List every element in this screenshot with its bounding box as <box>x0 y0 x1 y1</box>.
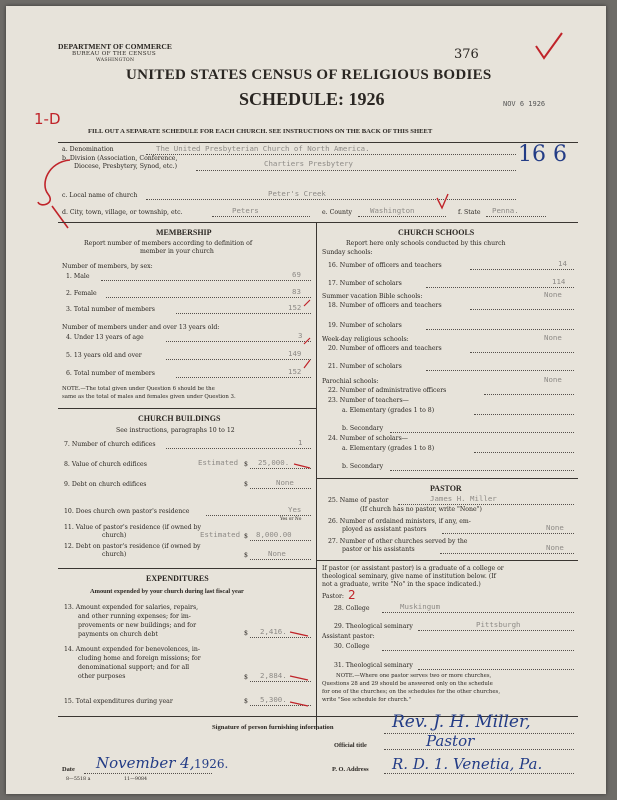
graduate-note: If pastor (or assistant pastor) is a graduate of a college or <box>322 565 504 572</box>
red-check-icon <box>532 30 566 64</box>
schools-intro: Report here only schools conducted by this church <box>346 240 506 247</box>
pastor-sub-label: Pastor: <box>322 593 345 600</box>
official-title-label: Official title <box>334 742 367 749</box>
q13-label: 13. Amount expended for salaries, repairs, <box>64 604 199 611</box>
q24b-label: b. Secondary <box>342 463 384 470</box>
q10-label: 10. Does church own pastor's residence <box>64 508 190 515</box>
q23-label: 23. Number of teachers— <box>328 397 409 404</box>
q16-label: 16. Number of officers and teachers <box>328 262 442 269</box>
instruction-line: FILL OUT A SEPARATE SCHEDULE FOR EACH CHURCH. SEE INSTRUCTIONS ON THE BACK OF THIS SHEET <box>88 128 433 135</box>
q4-label: 4. Under 13 years of age <box>66 334 144 341</box>
red-tick-icon <box>434 192 452 212</box>
q14-label: 14. Amount expended for benevolences, in- <box>64 646 200 653</box>
assistant-label: Assistant pastor: <box>322 633 375 640</box>
sunday-label: Sunday schools: <box>322 249 373 256</box>
q27-value: None <box>546 543 564 552</box>
expenditures-intro: Amount expended by your church during last fiscal year <box>90 588 244 595</box>
print-number: 11—9084 <box>124 777 148 782</box>
q26-value: None <box>546 523 564 532</box>
q4-value: 3 <box>298 331 303 340</box>
q31-label: 31. Theological seminary <box>334 662 413 669</box>
pastor-note: NOTE.—Where one pastor serves two or more churches, <box>336 673 492 679</box>
bureau-label: BUREAU OF THE CENSUS <box>72 51 157 57</box>
red-mark: 2 <box>348 588 356 602</box>
signature-value: Rev. J. H. Miller, <box>392 712 531 732</box>
schedule-number: 376 <box>454 47 479 62</box>
city-town-value: Peters <box>232 206 259 215</box>
state-label: f. State <box>458 209 481 216</box>
q27-label-2: pastor or his assistants <box>342 546 415 553</box>
q8-label: 8. Value of church edifices <box>64 461 147 468</box>
address-value: R. D. 1. Venetia, Pa. <box>392 755 543 773</box>
division-label-2: Diocese, Presbytery, Synod, etc.) <box>74 163 178 170</box>
q17-label: 17. Number of scholars <box>328 280 402 287</box>
county-label: e. County <box>322 209 353 216</box>
q28-label: 28. College <box>334 605 370 612</box>
address-label: P. O. Address <box>332 766 369 773</box>
by-sex-label: Number of members, by sex: <box>62 263 153 270</box>
q5-label: 5. 13 years old and over <box>66 352 142 359</box>
q29-label: 29. Theological seminary <box>334 623 413 630</box>
expenditures-heading: EXPENDITURES <box>146 574 209 583</box>
form-number: 8—5518 a <box>66 777 91 782</box>
received-date-stamp: NOV 6 1926 <box>503 100 546 108</box>
q20-label: 20. Number of officers and teachers <box>328 345 442 352</box>
q22-label: 22. Number of administrative officers <box>328 387 447 394</box>
yes-no-hint: Yes or No <box>280 517 302 522</box>
form-title: UNITED STATES CENSUS OF RELIGIOUS BODIES <box>126 67 492 83</box>
q25-hint: (If church has no pastor, write "None") <box>360 506 482 513</box>
q1-value: 69 <box>292 270 301 279</box>
q12-value: None <box>268 549 286 558</box>
census-form: DEPARTMENT OF COMMERCE BUREAU OF THE CENSUS WASHINGTON 376 UNITED STATES CENSUS OF RELIGIOUS BODIES SCHEDULE: 1926 NOV 6 1926 1-D FILL OUT A SEPARATE SCHEDULE FOR EACH CHURCH. SEE INSTRUCTIONS ON THE BACK OF THIS SHEET a. Denomination The United Presbyterian Church of North America. b. Division (Association, Conference, Diocese, Presbytery, Synod, etc.) Chartiers Presbytery 16 6 c. Local name of church Peter's Creek d. City, town, village, or township, etc. Peters e. County Washington f. State Penna. MEMBERSHIP Report number of members according to definition of member in your church Number of members, by sex: 1. Male 69 2. Female 83 3. Total number of members 152 Number of members under and over 13 years old: 4. Under 13 years of age 3 5. 13 years old and over 149 6. Total number of members 152 NOTE.—The total given under Question 6 should be the same as the total of males and females given under Question 3. CHURCH BUILDINGS See instructions, paragraphs 10 to 12 7. Number of church edifices 1 8. Value of church edifices Estimated $ 25,000. 9. Debt on church edifices $ None 10. Does church own pastor's residence Yes Yes or No 11. Value of pastor's residence (if owned by church) Estimated $ 8,000.00 12. Debt on pastor's residence (if owned by church) $ None EXPENDITURES Amount expended by your church during last fiscal year 13. Amount expended for salaries, repairs, and other running expenses; for im- provements or new buildings; and for payments on church debt $ 2,416. 14. Amount expended for benevolences, in- cluding home and foreign missions; for denominational support; and for all other purposes $ 2,884. 15. Total expenditures during year $ 5,300. CHURCH SCHOOLS Report here only schools conducted by this church Sunday schools: 16. Number of officers and teachers 14 17. Number of scholars 114 Summer vacation Bible schools: None 18. Number of officers and teachers 19. Number of scholars Week-day religious schools: None 20. Number of officers and teachers 21. Number of scholars Parochial schools: None 22. Number of administrative officers 23. Number of teachers— a. Elementary (grades 1 to 8) b. Secondary 24. Number of scholars— a. Elementary (grades 1 to 8) b. Secondary PASTOR 25. Name of pastor James H. Miller (If church has no pastor, write "None") 26. Number of ordained ministers, if any, em- ployed as assistant pastors None 27. Number of other churches served by the pastor or his assistants None If pastor (or assistant pastor) is a graduate of a college or theological seminary, give name of institution below. (If not a graduate, write "No" in the space indicated.) Pastor: 2 28. College Muskingum 29. Theological seminary Pittsburgh Assistant pastor: 30. College 31. Theological seminary NOTE.—Where one pastor serves two or more churches, Questions 28 and 29 should be answered only on the schedule for one of the churches; on the schedules for the other churches, write "See schedule for church." Signature of person furnishing information Rev. J. H. Miller, Official title Pastor Date November 4, 1926. P. O. Address R. D. 1. Venetia, Pa. 8—5518 a 11—9084 <box>6 6 606 794</box>
q9-label: 9. Debt on church edifices <box>64 481 147 488</box>
membership-heading: MEMBERSHIP <box>156 228 212 237</box>
margin-note: 1-D <box>34 110 61 128</box>
pastor-heading: PASTOR <box>430 484 462 493</box>
buildings-heading: CHURCH BUILDINGS <box>138 414 221 423</box>
q25-value: James H. Miller <box>430 494 497 503</box>
age-intro: Number of members under and over 13 years old: <box>62 324 220 331</box>
q12-label-2: church) <box>102 551 127 558</box>
q2-value: 83 <box>292 287 301 296</box>
q14-value: 2,884. <box>260 671 287 680</box>
q28-value: Muskingum <box>400 602 441 611</box>
q3-label: 3. Total number of members <box>66 306 155 313</box>
q14-label-3: denominational support; and for all <box>78 664 190 671</box>
q6-label: 6. Total number of members <box>66 370 155 377</box>
q21-label: 21. Number of scholars <box>328 363 402 370</box>
pastor-note-4: write "See schedule for church." <box>322 697 412 703</box>
q13-label-2: and other running expenses; for im- <box>78 613 191 620</box>
division-label: b. Division (Association, Conference, <box>62 155 178 162</box>
q15-label: 15. Total expenditures during year <box>64 698 173 705</box>
official-title-value: Pastor <box>426 732 475 750</box>
q7-label: 7. Number of church edifices <box>64 441 156 448</box>
q14-label-2: cluding home and foreign missions; for <box>78 655 201 662</box>
membership-intro-2: member in your church <box>140 248 214 255</box>
red-tick-icon <box>302 296 314 386</box>
graduate-note-3: not a graduate, write "No" in the space indicated.) <box>322 581 481 588</box>
q11-label-2: church) <box>102 532 127 539</box>
q8-value: 25,000. <box>258 458 290 467</box>
denomination-value: The United Presbyterian Church of North America. <box>156 144 370 153</box>
red-tick-icon <box>288 622 312 712</box>
q11-label: 11. Value of pastor's residence (if owned by <box>64 524 201 531</box>
buildings-intro: See instructions, paragraphs 10 to 12 <box>116 427 235 434</box>
red-tick-icon <box>292 454 312 474</box>
schools-heading: CHURCH SCHOOLS <box>398 228 475 237</box>
state-value: Penna. <box>492 206 519 215</box>
q11-value: 8,000.00 <box>256 530 292 539</box>
weekday-label: Week-day religious schools: <box>322 336 409 343</box>
q24-label: 24. Number of scholars— <box>328 435 408 442</box>
pastor-note-3: for one of the churches; on the schedules for the other churches, <box>322 689 501 695</box>
q1-label: 1. Male <box>66 273 90 280</box>
q12-label: 12. Debt on pastor's residence (if owned by <box>64 543 201 550</box>
membership-note-2: same as the total of males and females given under Question 3. <box>62 394 236 400</box>
q23a-label: a. Elementary (grades 1 to 8) <box>342 407 435 414</box>
pastor-note-2: Questions 28 and 29 should be answered only on the schedule <box>322 681 493 687</box>
date-value: November 4, <box>96 754 195 772</box>
county-value: Washington <box>370 206 415 215</box>
date-year: 1926. <box>194 757 229 771</box>
dept-label: DEPARTMENT OF COMMERCE <box>58 42 172 51</box>
q13-label-4: payments on church debt <box>78 631 158 638</box>
q14-label-4: other purposes <box>78 673 126 680</box>
q16-value: 14 <box>558 259 567 268</box>
q10-value: Yes <box>288 505 302 514</box>
date-label: Date <box>62 766 75 773</box>
q26-label-2: ployed as assistant pastors <box>342 526 427 533</box>
q3-value: 152 <box>288 303 302 312</box>
division-value: Chartiers Presbytery <box>264 159 353 168</box>
denomination-code: 16 6 <box>518 142 567 167</box>
q27-label: 27. Number of other churches served by the <box>328 538 468 545</box>
form-subtitle: SCHEDULE: 1926 <box>239 89 385 109</box>
q26-label: 26. Number of ordained ministers, if any, em- <box>328 518 471 525</box>
q29-value: Pittsburgh <box>476 620 521 629</box>
local-name-label: c. Local name of church <box>62 192 138 199</box>
parochial-label: Parochial schools: <box>322 378 379 385</box>
q25-label: 25. Name of pastor <box>328 497 389 504</box>
vacation-value: None <box>544 290 562 299</box>
signature-label: Signature of person furnishing information <box>212 724 334 731</box>
q19-label: 19. Number of scholars <box>328 322 402 329</box>
city-town-label: d. City, town, village, or township, etc. <box>62 209 183 216</box>
q24a-label: a. Elementary (grades 1 to 8) <box>342 445 435 452</box>
local-name-value: Peter's Creek <box>268 189 326 198</box>
weekday-value: None <box>544 333 562 342</box>
vacation-label: Summer vacation Bible schools: <box>322 293 423 300</box>
q18-label: 18. Number of officers and teachers <box>328 302 442 309</box>
q9-value: None <box>276 478 294 487</box>
q5-value: 149 <box>288 349 302 358</box>
q23b-label: b. Secondary <box>342 425 384 432</box>
q13-value: 2,416. <box>260 627 287 636</box>
q2-label: 2. Female <box>66 290 97 297</box>
q13-label-3: provements or new buildings; and for <box>78 622 197 629</box>
q8-estimated: Estimated <box>198 458 239 467</box>
q30-label: 30. College <box>334 643 370 650</box>
membership-note: NOTE.—The total given under Question 6 should be the <box>62 386 215 392</box>
graduate-note-2: theological seminary, give name of institution below. (If <box>322 573 496 580</box>
q17-value: 114 <box>552 277 566 286</box>
parochial-value: None <box>544 375 562 384</box>
membership-intro: Report number of members according to definition of <box>84 240 253 247</box>
denomination-label: a. Denomination <box>62 146 114 153</box>
q11-estimated: Estimated <box>200 530 241 539</box>
q15-value: 5,300. <box>260 695 287 704</box>
q6-value: 152 <box>288 367 302 376</box>
city-label: WASHINGTON <box>96 58 135 63</box>
q7-value: 1 <box>298 438 303 447</box>
